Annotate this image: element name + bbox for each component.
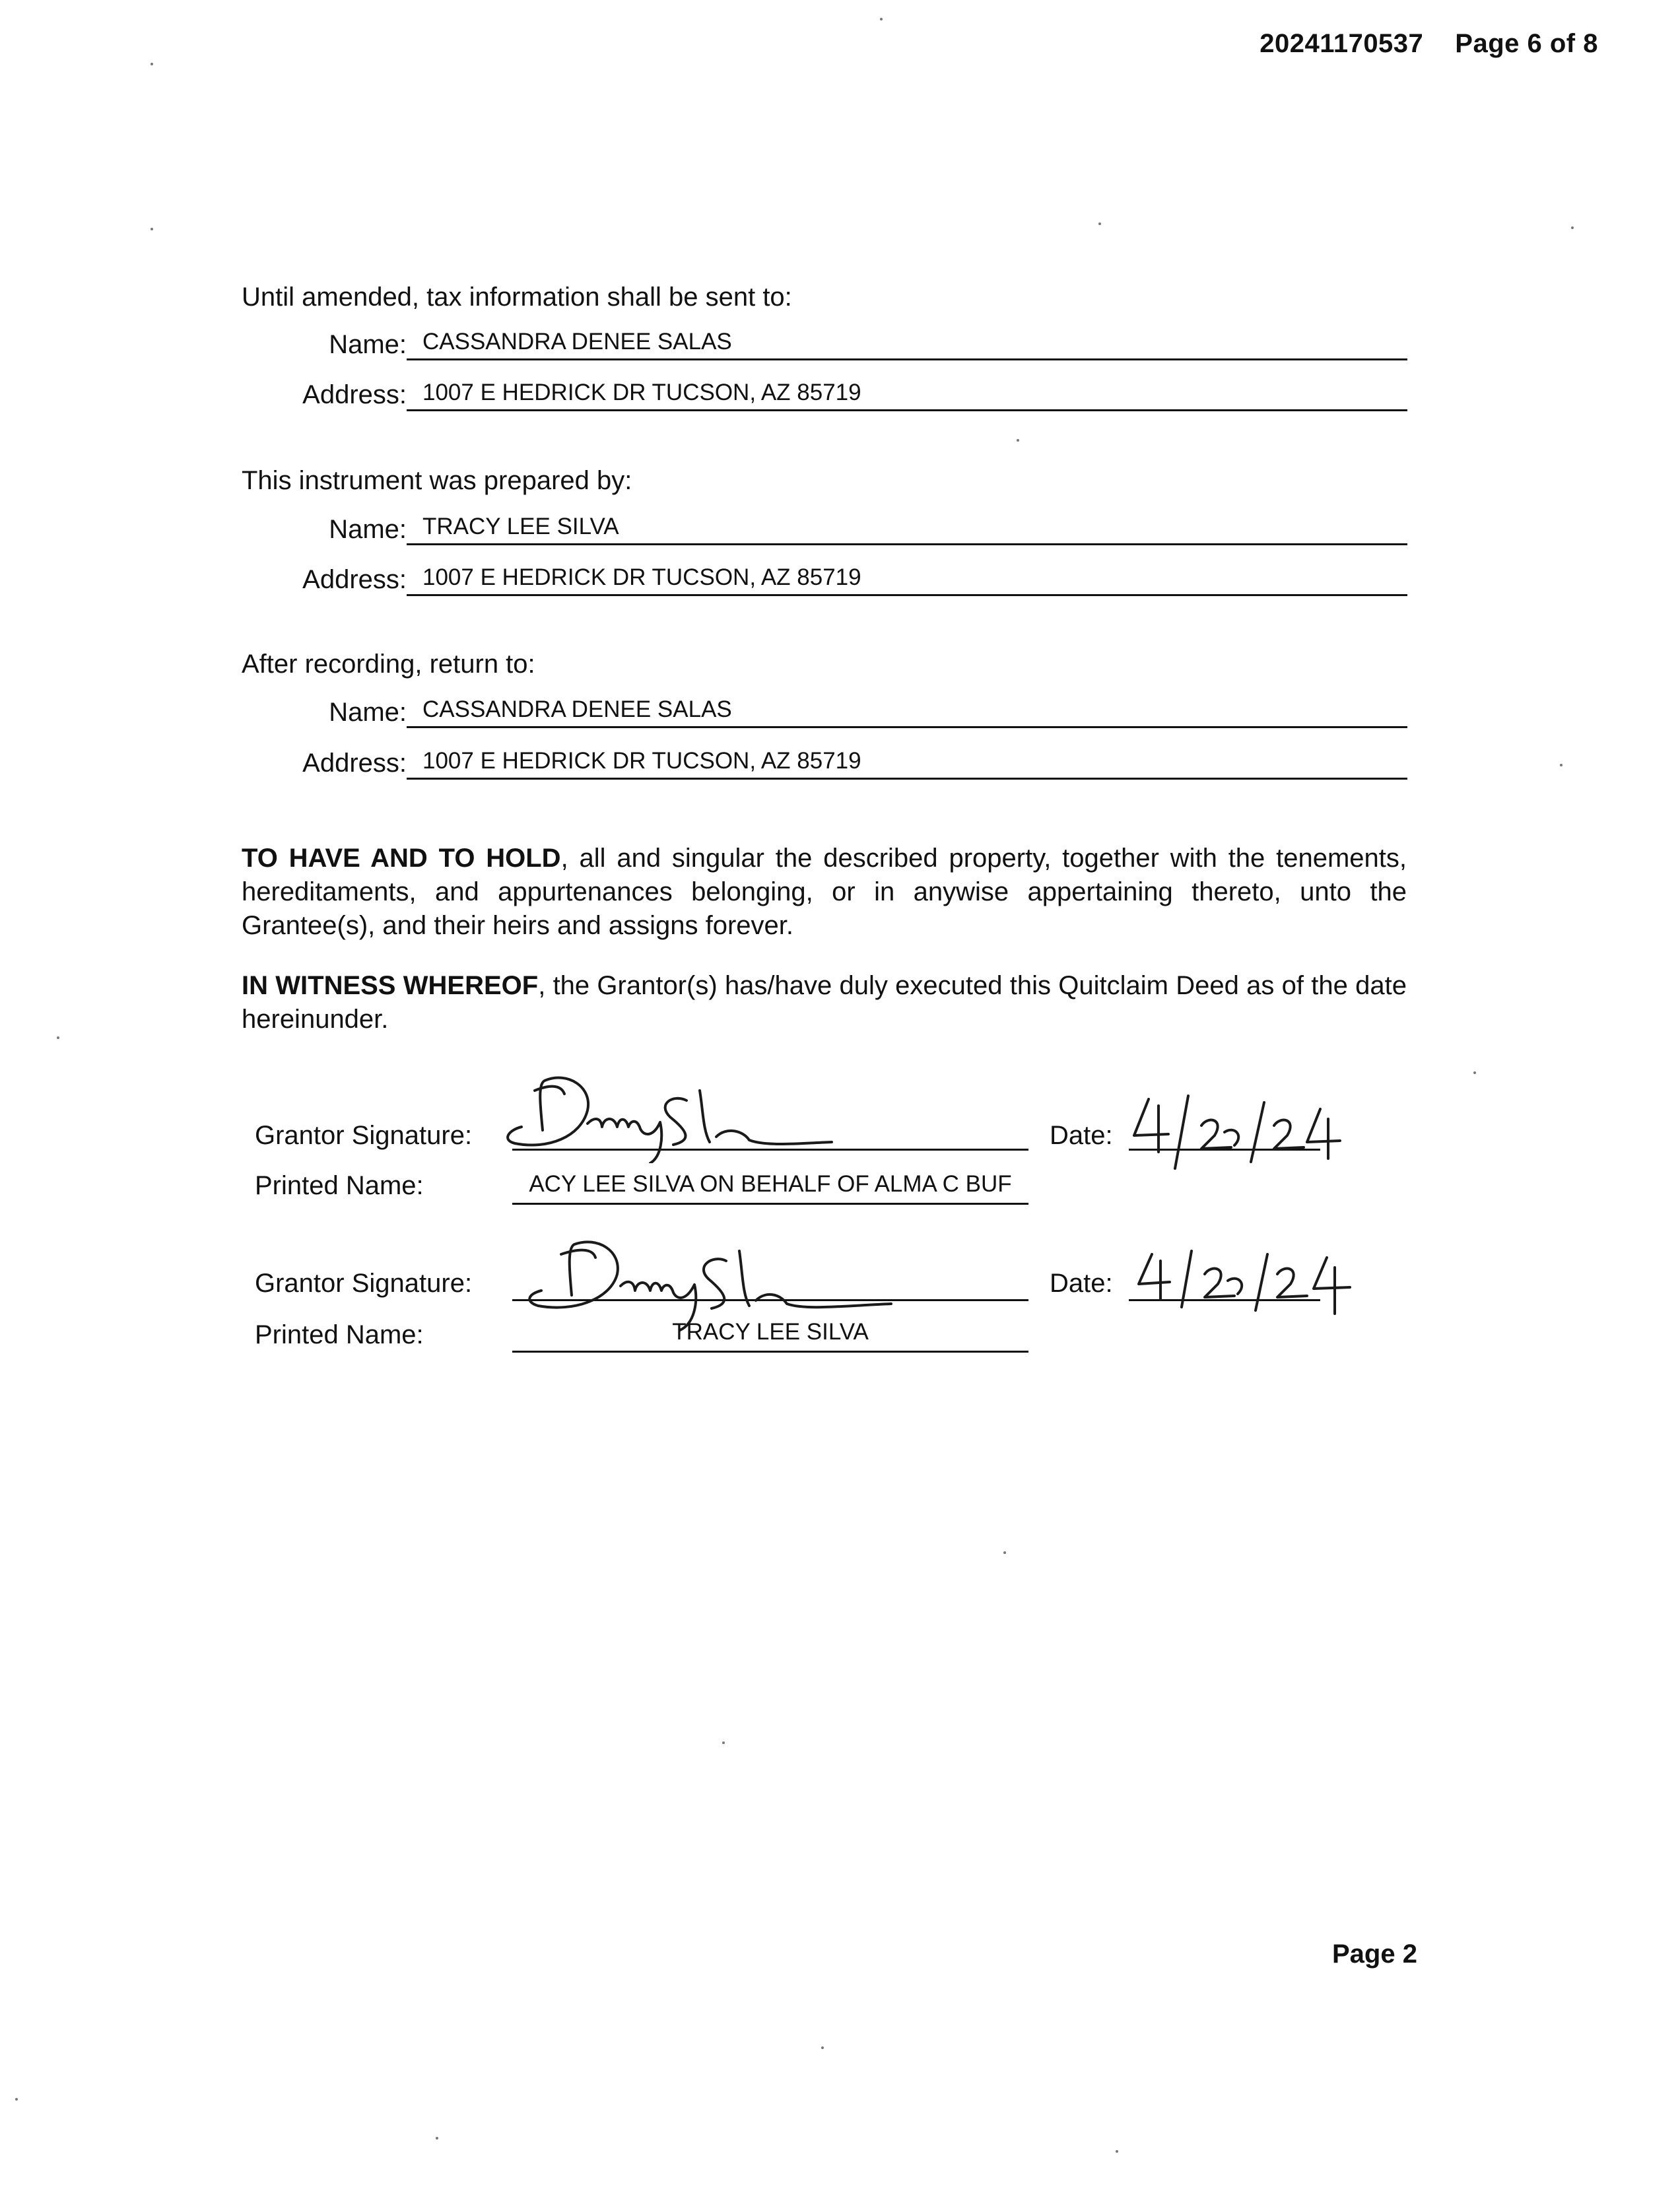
scan-speck: [151, 63, 153, 65]
scan-speck: [1116, 2150, 1118, 2153]
habendum-lead: TO HAVE AND TO HOLD: [242, 844, 561, 873]
date-label-2: Date:: [1050, 1269, 1113, 1298]
printed-name-label-1: Printed Name:: [255, 1171, 424, 1200]
scan-speck: [1560, 764, 1562, 766]
tax-heading: Until amended, tax information shall be sent to:: [242, 283, 792, 312]
date-label-1: Date:: [1050, 1121, 1113, 1150]
return-name-label: Name:: [329, 698, 407, 727]
return-address-label: Address:: [302, 749, 407, 778]
scan-speck: [1473, 1071, 1476, 1074]
habendum-paragraph: [242, 842, 1407, 943]
tax-address-label: Address:: [302, 380, 407, 409]
page-count: Page 6 of 8: [1455, 29, 1598, 58]
tax-name-label: Name:: [329, 330, 407, 359]
prepared-name-label: Name:: [329, 515, 407, 544]
scan-speck: [880, 18, 883, 20]
printed-name-value-1: ACY LEE SILVA ON BEHALF OF ALMA C BUF: [529, 1171, 1012, 1197]
grantor-signature-label-2: Grantor Signature:: [255, 1269, 473, 1298]
grantor-signature-1: [488, 1064, 858, 1163]
printed-name-label-2: Printed Name:: [255, 1320, 424, 1349]
prepared-heading: This instrument was prepared by:: [242, 466, 632, 495]
printed-name-line-2: [512, 1351, 1028, 1353]
handwritten-date-2: [1129, 1241, 1380, 1320]
scan-speck: [821, 2046, 824, 2049]
witness-paragraph: [242, 969, 1407, 1036]
scan-speck: [1017, 439, 1019, 442]
grantor-signature-2: [521, 1228, 918, 1333]
scan-speck: [436, 2137, 438, 2140]
grantor-signature-label-1: Grantor Signature:: [255, 1121, 473, 1150]
tax-address-field: 1007 E HEDRICK DR TUCSON, AZ 85719: [407, 378, 1407, 411]
document-number: 20241170537: [1260, 29, 1424, 58]
prepared-address-field: 1007 E HEDRICK DR TUCSON, AZ 85719: [407, 563, 1407, 596]
scan-speck: [57, 1036, 59, 1039]
return-address-field: 1007 E HEDRICK DR TUCSON, AZ 85719: [407, 747, 1407, 780]
scan-speck: [1003, 1551, 1006, 1554]
scan-speck: [722, 1741, 725, 1744]
prepared-name-field: TRACY LEE SILVA: [407, 512, 1407, 545]
witness-text: , the Grantor(s) has/have duly executed this Quitclaim Deed as of the date hereinunder.: [242, 971, 1407, 1034]
prepared-address-label: Address:: [302, 565, 407, 594]
habendum-text: , all and singular the described property, together with the tenements, hereditaments, and appurtenances belonging, or in anywise appertaining thereto, unto the Grantee(s), and their heirs and assigns forever.: [242, 844, 1407, 940]
scan-speck: [15, 2098, 18, 2101]
scan-speck: [1098, 222, 1101, 225]
scan-speck: [151, 228, 153, 230]
return-heading: After recording, return to:: [242, 650, 535, 679]
return-name-field: CASSANDRA DENEE SALAS: [407, 695, 1407, 728]
scan-speck: [1571, 226, 1574, 229]
printed-name-line-1: [512, 1203, 1028, 1205]
witness-lead: IN WITNESS WHEREOF: [242, 971, 539, 1000]
page-footer: Page 2: [1332, 1940, 1417, 1969]
printed-name-value-2: TRACY LEE SILVA: [672, 1319, 869, 1345]
handwritten-date-1: [1122, 1089, 1373, 1175]
recording-header: [1260, 29, 1598, 59]
tax-name-field: CASSANDRA DENEE SALAS: [407, 327, 1407, 360]
